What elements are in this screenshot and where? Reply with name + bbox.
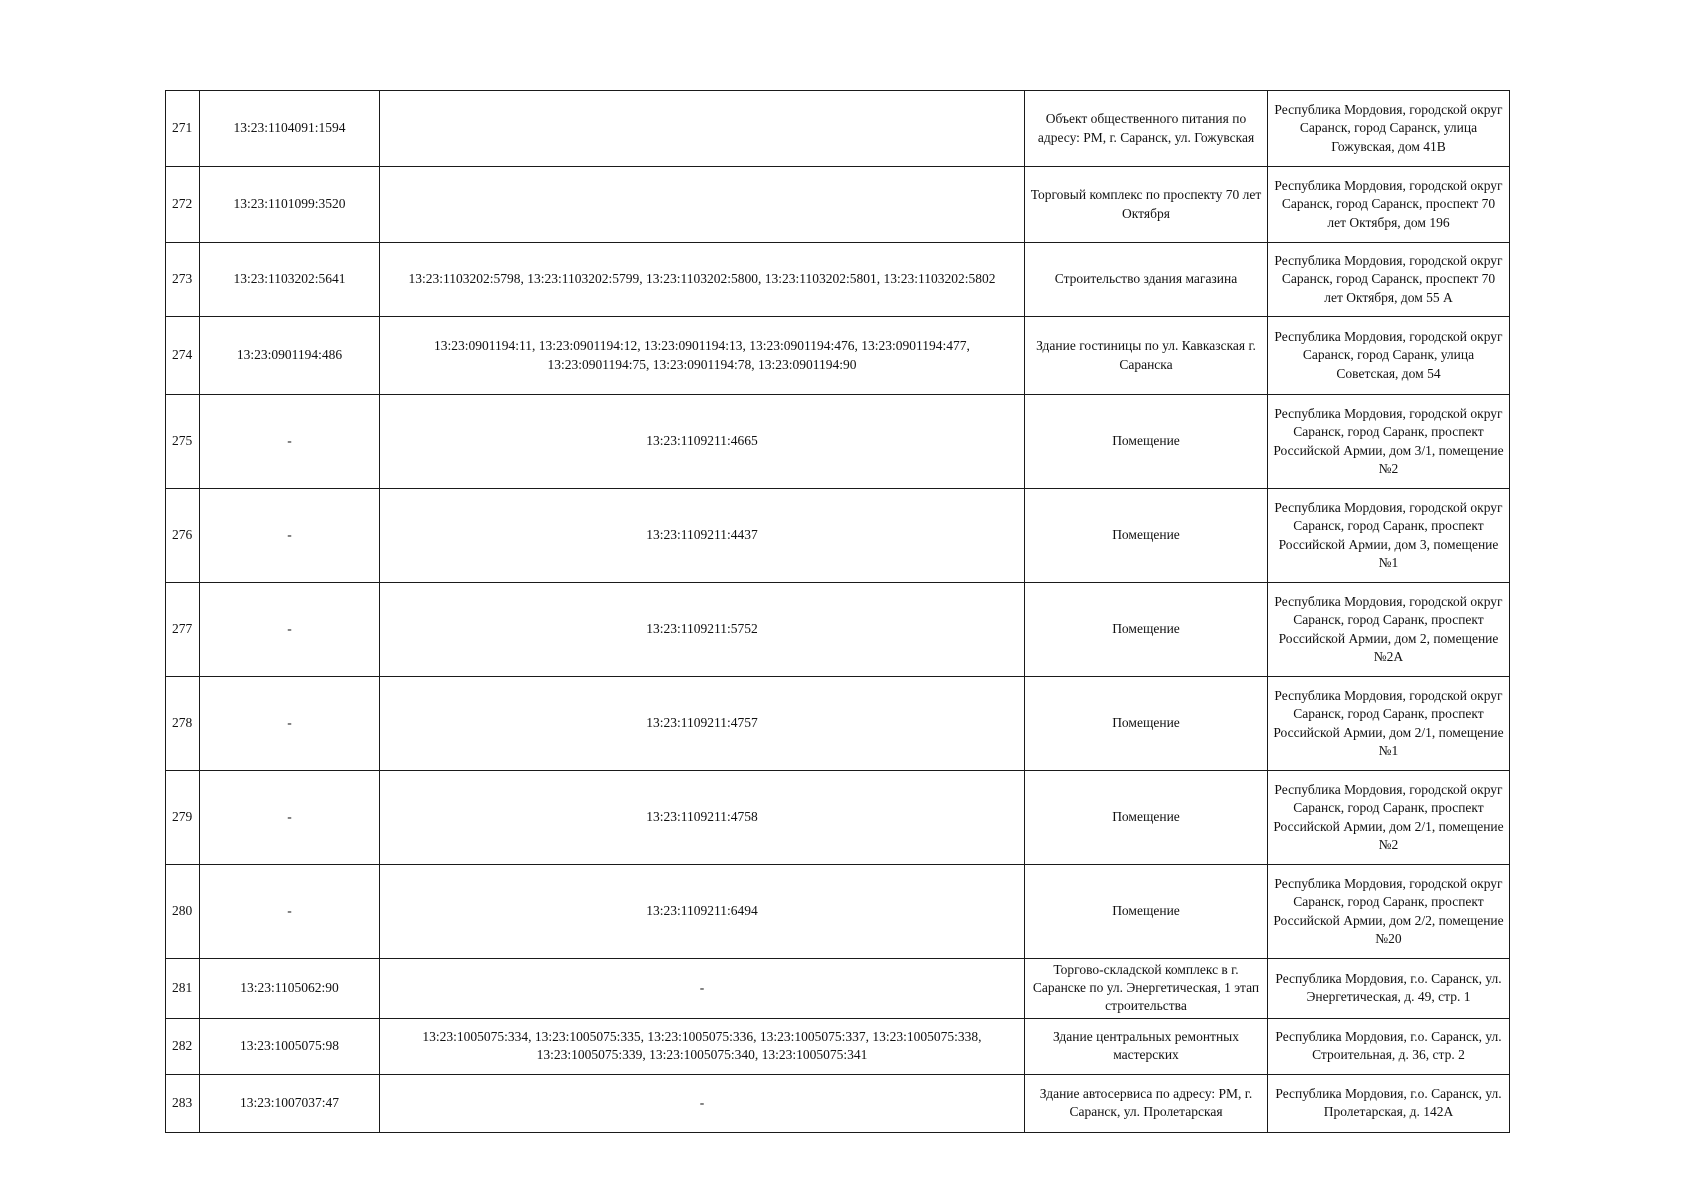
table-row bbox=[166, 865, 1510, 959]
object-cadastral-numbers: 13:23:1109211:4437 bbox=[380, 489, 1025, 583]
object-cadastral-numbers: 13:23:1103202:5798, 13:23:1103202:5799, 13:23:1103202:5800, 13:23:1103202:5801, 13:23:1103202:5802 bbox=[380, 243, 1025, 317]
land-cadastral-number: - bbox=[200, 771, 380, 865]
row-number: 283 bbox=[166, 1074, 200, 1132]
object-name: Здание автосервиса по адресу: РМ, г. Саранск, ул. Пролетарская bbox=[1025, 1074, 1268, 1132]
row-number: 271 bbox=[166, 91, 200, 167]
object-cadastral-numbers: 13:23:1109211:5752 bbox=[380, 583, 1025, 677]
object-address: Республика Мордовия, городской округ Саранск, город Саранск, улица Гожувская, дом 41В bbox=[1268, 91, 1510, 167]
object-cadastral-numbers: 13:23:1109211:4665 bbox=[380, 395, 1025, 489]
object-address: Республика Мордовия, городской округ Саранск, город Саранк, проспект Российской Армии, дом 2/1, помещение №1 bbox=[1268, 677, 1510, 771]
object-name: Здание центральных ремонтных мастерских bbox=[1025, 1018, 1268, 1074]
object-name: Помещение bbox=[1025, 771, 1268, 865]
object-address: Республика Мордовия, городской округ Саранск, город Саранск, проспект 70 лет Октября, дом 196 bbox=[1268, 167, 1510, 243]
table-row bbox=[166, 959, 1510, 1019]
object-name: Объект общественного питания по адресу: РМ, г. Саранск, ул. Гожувская bbox=[1025, 91, 1268, 167]
object-name: Помещение bbox=[1025, 489, 1268, 583]
row-number: 274 bbox=[166, 317, 200, 395]
land-cadastral-number: - bbox=[200, 677, 380, 771]
table-row bbox=[166, 317, 1510, 395]
table-row bbox=[166, 489, 1510, 583]
object-cadastral-numbers: 13:23:1109211:4758 bbox=[380, 771, 1025, 865]
land-cadastral-number: - bbox=[200, 865, 380, 959]
object-address: Республика Мордовия, городской округ Саранск, город Саранск, проспект 70 лет Октября, дом 55 А bbox=[1268, 243, 1510, 317]
object-name: Помещение bbox=[1025, 583, 1268, 677]
land-cadastral-number: 13:23:1103202:5641 bbox=[200, 243, 380, 317]
row-number: 273 bbox=[166, 243, 200, 317]
land-cadastral-number: - bbox=[200, 583, 380, 677]
object-cadastral-numbers bbox=[380, 167, 1025, 243]
land-cadastral-number: 13:23:1101099:3520 bbox=[200, 167, 380, 243]
row-number: 277 bbox=[166, 583, 200, 677]
object-cadastral-numbers bbox=[380, 91, 1025, 167]
row-number: 275 bbox=[166, 395, 200, 489]
registry-table bbox=[165, 90, 1510, 1133]
object-address: Республика Мордовия, городской округ Саранск, город Саранк, проспект Российской Армии, дом 2/2, помещение №20 bbox=[1268, 865, 1510, 959]
object-address: Республика Мордовия, г.о. Саранск, ул. Энергетическая, д. 49, стр. 1 bbox=[1268, 959, 1510, 1019]
object-cadastral-numbers: - bbox=[380, 959, 1025, 1019]
table-row bbox=[166, 583, 1510, 677]
object-address: Республика Мордовия, городской округ Саранск, город Саранк, проспект Российской Армии, дом 2/1, помещение №2 bbox=[1268, 771, 1510, 865]
object-name: Здание гостиницы по ул. Кавказская г. Саранска bbox=[1025, 317, 1268, 395]
table-row bbox=[166, 1018, 1510, 1074]
table-row bbox=[166, 91, 1510, 167]
object-name: Помещение bbox=[1025, 865, 1268, 959]
row-number: 282 bbox=[166, 1018, 200, 1074]
object-address: Республика Мордовия, г.о. Саранск, ул. Пролетарская, д. 142А bbox=[1268, 1074, 1510, 1132]
object-cadastral-numbers: 13:23:0901194:11, 13:23:0901194:12, 13:23:0901194:13, 13:23:0901194:476, 13:23:0901194:477, 13:23:0901194:75, 13:23:0901194:78, 13:23:0901194:90 bbox=[380, 317, 1025, 395]
object-cadastral-numbers: 13:23:1109211:4757 bbox=[380, 677, 1025, 771]
object-address: Республика Мордовия, городской округ Саранск, город Саранк, проспект Российской Армии, дом 2, помещение №2А bbox=[1268, 583, 1510, 677]
land-cadastral-number: 13:23:1007037:47 bbox=[200, 1074, 380, 1132]
object-name: Торговый комплекс по проспекту 70 лет Октября bbox=[1025, 167, 1268, 243]
object-address: Республика Мордовия, городской округ Саранск, город Саранк, проспект Российской Армии, дом 3, помещение №1 bbox=[1268, 489, 1510, 583]
land-cadastral-number: 13:23:1005075:98 bbox=[200, 1018, 380, 1074]
row-number: 281 bbox=[166, 959, 200, 1019]
land-cadastral-number: 13:23:0901194:486 bbox=[200, 317, 380, 395]
object-cadastral-numbers: 13:23:1005075:334, 13:23:1005075:335, 13:23:1005075:336, 13:23:1005075:337, 13:23:1005075:338, 13:23:1005075:339, 13:23:1005075:340, 13:23:1005075:341 bbox=[380, 1018, 1025, 1074]
land-cadastral-number: - bbox=[200, 395, 380, 489]
row-number: 278 bbox=[166, 677, 200, 771]
object-address: Республика Мордовия, городской округ Саранск, город Саранк, проспект Российской Армии, дом 3/1, помещение №2 bbox=[1268, 395, 1510, 489]
object-address: Республика Мордовия, городской округ Саранск, город Саранк, улица Советская, дом 54 bbox=[1268, 317, 1510, 395]
table-row bbox=[166, 167, 1510, 243]
land-cadastral-number: 13:23:1104091:1594 bbox=[200, 91, 380, 167]
row-number: 272 bbox=[166, 167, 200, 243]
object-cadastral-numbers: - bbox=[380, 1074, 1025, 1132]
object-name: Помещение bbox=[1025, 677, 1268, 771]
row-number: 276 bbox=[166, 489, 200, 583]
object-name: Строительство здания магазина bbox=[1025, 243, 1268, 317]
table-row bbox=[166, 395, 1510, 489]
row-number: 279 bbox=[166, 771, 200, 865]
object-name: Торгово-складской комплекс в г. Саранске по ул. Энергетическая, 1 этап строительства bbox=[1025, 959, 1268, 1019]
land-cadastral-number: 13:23:1105062:90 bbox=[200, 959, 380, 1019]
table-row bbox=[166, 677, 1510, 771]
table-row bbox=[166, 771, 1510, 865]
table-row bbox=[166, 243, 1510, 317]
object-name: Помещение bbox=[1025, 395, 1268, 489]
object-address: Республика Мордовия, г.о. Саранск, ул. Строительная, д. 36, стр. 2 bbox=[1268, 1018, 1510, 1074]
table-row bbox=[166, 1074, 1510, 1132]
land-cadastral-number: - bbox=[200, 489, 380, 583]
object-cadastral-numbers: 13:23:1109211:6494 bbox=[380, 865, 1025, 959]
row-number: 280 bbox=[166, 865, 200, 959]
table-body bbox=[166, 91, 1510, 1133]
